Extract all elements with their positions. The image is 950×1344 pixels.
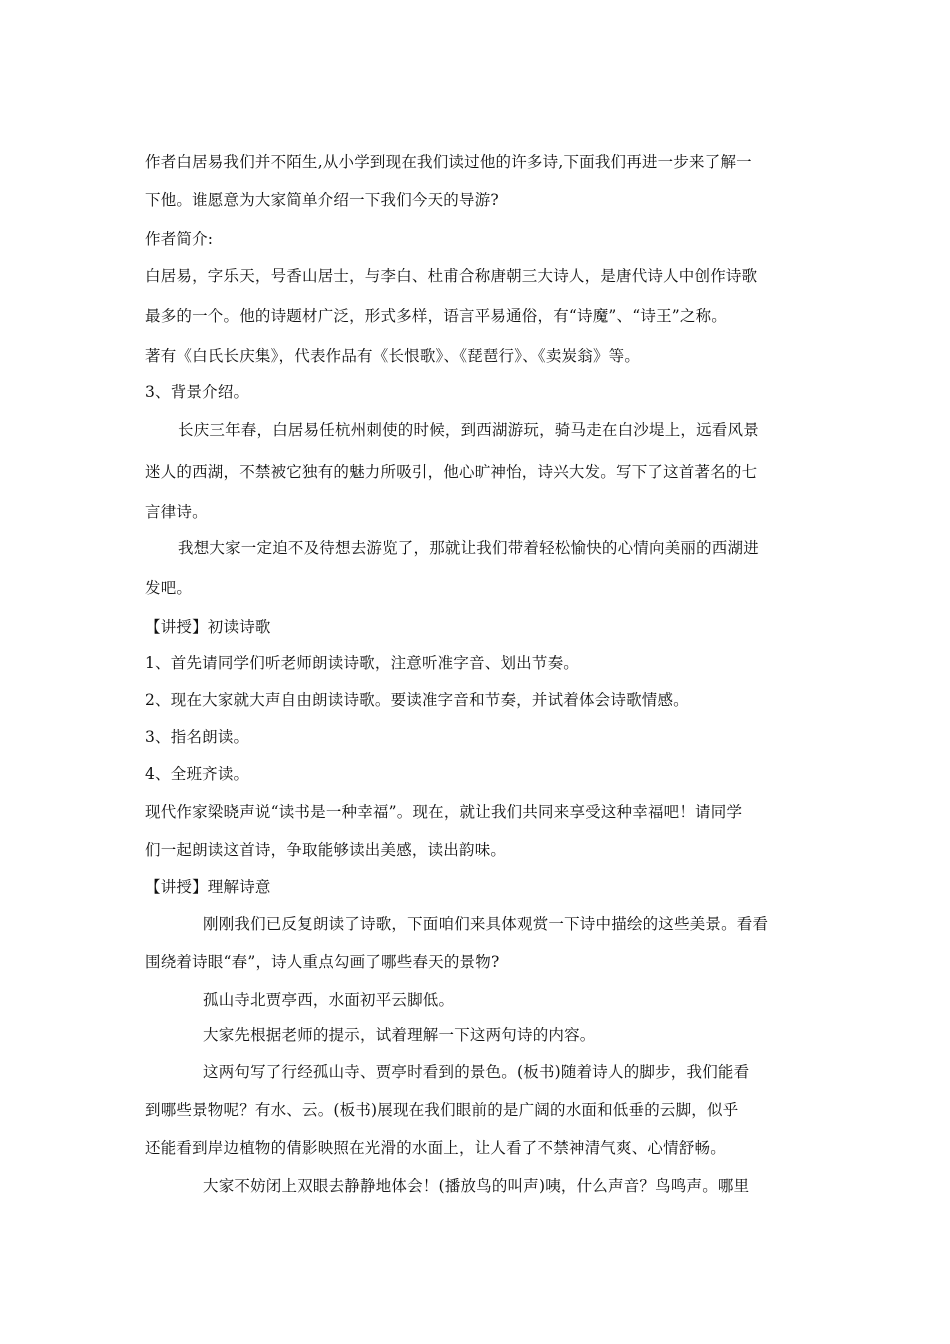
section-heading: 【讲授】理解诗意 — [145, 878, 271, 896]
paragraph-line: 大家不妨闭上双眼去静静地体会！(播放鸟的叫声)咦，什么声音？鸟鸣声。哪里 — [203, 1177, 750, 1195]
section-label: 作者简介: — [145, 230, 214, 248]
paragraph-line: 现代作家梁晓声说“读书是一种幸福”。现在，就让我们共同来享受这种幸福吧！请同学 — [145, 803, 743, 821]
section-label: 3、背景介绍。 — [145, 383, 250, 401]
paragraph-line: 著有《白氏长庆集》，代表作品有《长恨歌》、《琵琶行》、《卖炭翁》等。 — [145, 347, 641, 365]
list-item: 2、现在大家就大声自由朗读诗歌。要读准字音和节奏，并试着体会诗歌情感。 — [145, 691, 689, 709]
poem-line: 孤山寺北贾亭西，水面初平云脚低。 — [203, 991, 455, 1009]
paragraph-line: 们一起朗读这首诗，争取能够读出美感，读出韵味。 — [145, 841, 507, 859]
paragraph-line: 我想大家一定迫不及待想去游览了，那就让我们带着轻松愉快的心情向美丽的西湖进 — [178, 539, 759, 557]
paragraph-line: 大家先根据老师的提示，试着理解一下这两句诗的内容。 — [203, 1026, 596, 1044]
paragraph-line: 作者白居易我们并不陌生,从小学到现在我们读过他的许多诗,下面我们再进一步来了解一 — [145, 153, 752, 171]
paragraph-line: 还能看到岸边植物的倩影映照在光滑的水面上，让人看了不禁神清气爽、心情舒畅。 — [145, 1139, 726, 1157]
paragraph-line: 这两句写了行经孤山寺、贾亭时看到的景色。(板书)随着诗人的脚步，我们能看 — [203, 1063, 750, 1081]
paragraph-line: 刚刚我们已反复朗读了诗歌，下面咱们来具体观赏一下诗中描绘的这些美景。看看 — [203, 915, 769, 933]
list-item: 4、全班齐读。 — [145, 765, 250, 783]
list-item: 1、首先请同学们听老师朗读诗歌，注意听准字音、划出节奏。 — [145, 654, 579, 672]
paragraph-line: 发吧。 — [145, 579, 193, 597]
paragraph-line: 长庆三年春，白居易任杭州刺使的时候，到西湖游玩，骑马走在白沙堤上，远看风景 — [178, 421, 759, 439]
paragraph-line: 下他。谁愿意为大家简单介绍一下我们今天的导游? — [145, 191, 499, 209]
section-heading: 【讲授】初读诗歌 — [145, 618, 271, 636]
paragraph-line: 最多的一个。他的诗题材广泛，形式多样，语言平易通俗，有“诗魔”、“诗王”之称。 — [145, 307, 727, 325]
paragraph-line: 言律诗。 — [145, 503, 208, 521]
paragraph-line: 围绕着诗眼“春”，诗人重点勾画了哪些春天的景物? — [145, 953, 500, 971]
paragraph-line: 白居易，字乐天，号香山居士，与李白、杜甫合称唐朝三大诗人，是唐代诗人中创作诗歌 — [145, 267, 758, 285]
paragraph-line: 迷人的西湖，不禁被它独有的魅力所吸引，他心旷神怡，诗兴大发。写下了这首著名的七 — [145, 463, 758, 481]
paragraph-line: 到哪些景物呢？有水、云。(板书)展现在我们眼前的是广阔的水面和低垂的云脚，似乎 — [145, 1101, 739, 1119]
list-item: 3、指名朗读。 — [145, 728, 250, 746]
